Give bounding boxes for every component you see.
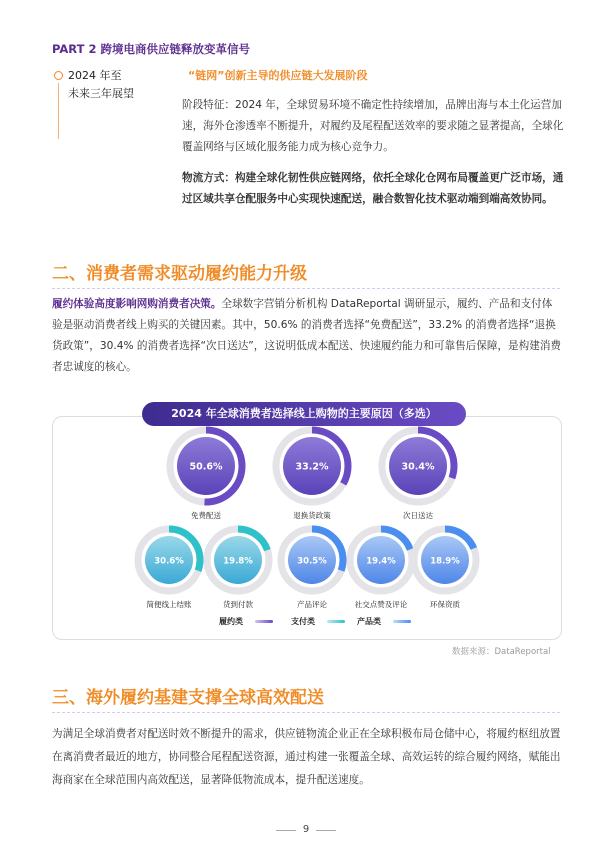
section2-heading: 二、消费者需求驱动履约能力升级 bbox=[52, 264, 307, 284]
logistics-method-text: 物流方式：构建全球化韧性供应链网络，依托全球化仓网布局覆盖更广泛市场，通过区域共享仓配服务中心实现快速配送，融合数智化技术驱动端到端高效协同。 bbox=[182, 172, 564, 205]
legend-label: 履约类 bbox=[219, 617, 243, 626]
stage-title: “链网”创新主导的供应链大发展阶段 bbox=[188, 69, 368, 82]
legend-swatch bbox=[393, 620, 411, 623]
pie-value-label: 30.4% bbox=[401, 461, 435, 473]
phase-label-line2: 未来三年展望 bbox=[68, 87, 134, 100]
pie-value-label: 30.5% bbox=[297, 556, 327, 567]
pie-category-label: 退换货政策 bbox=[293, 511, 331, 520]
section2-lead: 履约体验高度影响网购消费者决策。 bbox=[52, 298, 222, 310]
section2-text: 全球数字营销分析机构 DataReportal 调研显示，履约、产品和支付体验是驱动消费者线上购买的关键因素。其中，50.6% 的消费者选择“免费配送”，33.2% 的消费者选择“退换货政策”，30.4% 的消费者选择“次日送达”，这说明低成本配送、快速履约能力和可靠售后保障，是构建消费者忠诚度的核心。 bbox=[52, 298, 562, 373]
legend-label: 产品类 bbox=[357, 617, 381, 626]
pie-value-label: 18.9% bbox=[430, 556, 460, 567]
phase-label-line1: 2024 年至 bbox=[68, 69, 122, 82]
page-number: 9 bbox=[302, 824, 310, 835]
pie-category-label: 次日送达 bbox=[403, 511, 433, 520]
pie-value-label: 50.6% bbox=[189, 461, 223, 473]
pie-value-label: 19.4% bbox=[366, 556, 396, 567]
pie-category-label: 产品评论 bbox=[297, 600, 327, 609]
section3-body: 为满足全球消费者对配送时效不断提升的需求，供应链物流企业正在全球积极布局仓储中心，将履约枢纽放置在离消费者最近的地方，协同整合尾程配送资源，通过构建一张覆盖全球、高效运转的综合履约网络，赋能出海商家在全球范围内高效配送，显著降低物流成本，提升配送速度。 bbox=[52, 728, 561, 786]
pie-category-label: 货到付款 bbox=[223, 600, 253, 609]
pie-category-label: 环保资质 bbox=[430, 600, 460, 609]
legend-swatch bbox=[327, 620, 345, 623]
pie-value-label: 30.6% bbox=[154, 556, 184, 567]
chart-title: 2024 年全球消费者选择线上购物的主要原因（多选） bbox=[142, 402, 466, 426]
section3-divider bbox=[52, 712, 560, 713]
pie-value-label: 33.2% bbox=[295, 461, 329, 473]
page-number-rule-right bbox=[316, 830, 336, 831]
part-header: PART 2 跨境电商供应链释放变革信号 bbox=[52, 42, 250, 56]
stage-feature-text: 阶段特征：2024 年，全球贸易环境不确定性持续增加，品牌出海与本土化运营加速，海外仓渗透率不断提升，对履约及尾程配送效率的要求随之显著提高，全球化覆盖网络与区域化服务能力成为核心竞争力。 bbox=[182, 99, 564, 153]
legend-swatch bbox=[255, 620, 273, 623]
pie-category-label: 简便线上结账 bbox=[146, 600, 192, 609]
pie-category-label: 免费配送 bbox=[191, 511, 221, 520]
pie-value-label: 19.8% bbox=[223, 556, 253, 567]
chart-source: 数据来源：DataReportal bbox=[452, 647, 551, 657]
section3-heading: 三、海外履约基建支撑全球高效配送 bbox=[52, 688, 324, 708]
legend-label: 支付类 bbox=[291, 617, 315, 626]
pie-category-label: 社交点赞及评论 bbox=[354, 600, 408, 609]
